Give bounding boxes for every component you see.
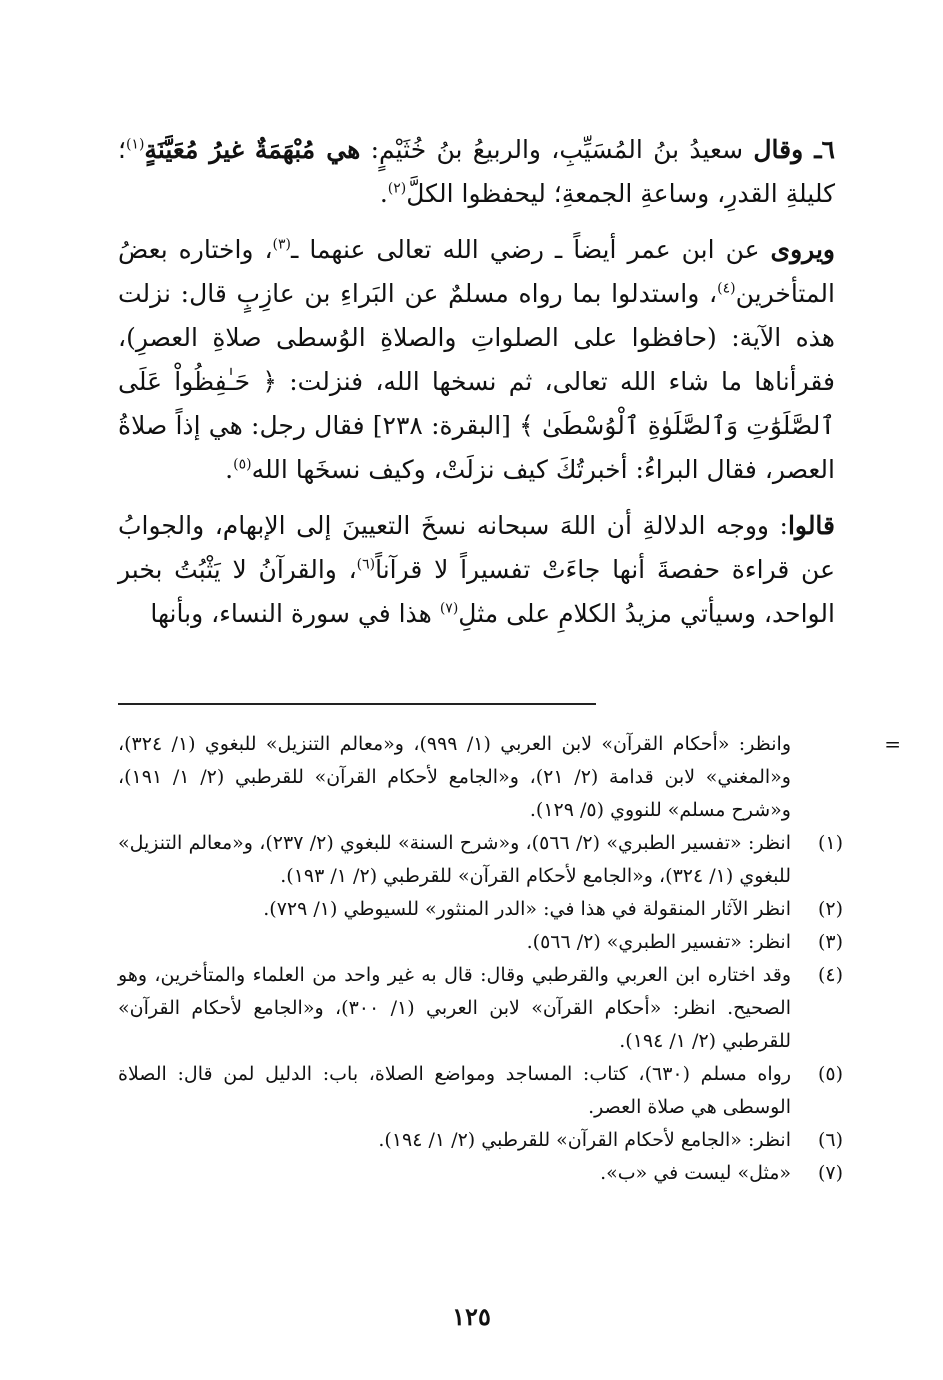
footnotes bbox=[118, 728, 901, 1190]
paragraph-ibn-umar bbox=[118, 228, 835, 492]
footnote-ref-6[interactable]: (٦) bbox=[356, 556, 376, 573]
footnote-2 bbox=[118, 893, 843, 926]
paragraph-text: ، واستدلوا بما رواه مسلمٌ عن البَراءِ بن عازِبٍ قال: نزلت هذه الآية: (حافظوا على الصلواتِ والصلاةِ الوُسطى صلاةِ العصرِ)، فقرأناها ما شاء الله تعالى، ثم نسخها الله، فنزلت: ﴿ حَـٰفِظُواْ عَلَى ٱلصَّلَوَٰتِ وَٱلصَّلَوٰةِ ٱلْوُسْطَىٰ ﴾ [البقرة: ٢٣٨] فقال رجل: هي إذاً صلاةُ العصر، فقال البراءُ: أخبرتُكَ كيف نزلَتْ، وكيف نسخَها الله bbox=[118, 279, 835, 484]
paragraph-text: . bbox=[379, 179, 388, 208]
footnote-text: انظر الآثار المنقولة في هذا في: «الدر المنثور» للسيوطي (١/ ٧٢٩). bbox=[263, 898, 791, 920]
paragraph-text: ، والقرآنُ لا يَثْبُتُ بخبر الواحد، وسيأتي مزيدُ الكلامِ على مثلِ bbox=[118, 555, 835, 628]
footnote-number: (٧) bbox=[817, 1162, 843, 1184]
footnote-1 bbox=[118, 827, 843, 893]
footnote-text: انظر: «تفسير الطبري» (٢/ ٥٦٦)، و«شرح السنة» للبغوي (٢/ ٢٣٧)، و«معالم التنزيل» للبغوي (١/ ٣٢٤)، و«الجامع لأحكام القرآن» للقرطبي (٢/ ١/ ١٩٣). bbox=[118, 832, 791, 887]
footnote-ref-7[interactable]: (٧) bbox=[439, 600, 459, 617]
continuation-mark: = bbox=[884, 732, 901, 756]
footnote-text: «مثل» ليست في «ب». bbox=[600, 1162, 791, 1184]
paragraph-6 bbox=[118, 128, 835, 216]
footnote-6 bbox=[118, 1124, 843, 1157]
footnote-ref-1[interactable]: (١) bbox=[125, 136, 145, 153]
footnote-7 bbox=[118, 1157, 843, 1190]
paragraph-lead: قالوا bbox=[787, 511, 835, 540]
paragraph-text: ، واختاره بعضُ المتأخرين bbox=[118, 235, 835, 308]
footnote-number: (٥) bbox=[817, 1063, 843, 1085]
footnote-text: انظر: «الجامع لأحكام القرآن» للقرطبي (٢/ ١/ ١٩٤). bbox=[378, 1129, 791, 1151]
footnote-continued bbox=[118, 728, 901, 827]
footnote-5 bbox=[118, 1058, 843, 1124]
paragraph-text: سعيدُ بنُ المُسَيِّبِ، والربيعُ بنُ خُثَيْمٍ: bbox=[360, 135, 754, 164]
footnote-number: (٦) bbox=[817, 1129, 843, 1151]
footnote-3 bbox=[118, 926, 843, 959]
footnote-ref-3[interactable]: (٣) bbox=[272, 236, 292, 253]
footnote-ref-2[interactable]: (٢) bbox=[387, 180, 407, 197]
main-text bbox=[118, 128, 835, 648]
paragraph-text: ؛ كليلةِ القدرِ، وساعةِ الجمعةِ؛ ليحفظوا الكلَّ bbox=[118, 135, 835, 208]
paragraph-lead: ٦ـ وقال bbox=[753, 135, 835, 164]
footnote-text: وقد اختاره ابن العربي والقرطبي وقال: قال به غير واحد من العلماء والمتأخرين، وهو الصحيح. انظر: «أحكام القرآن» لابن العربي (١/ ٣٠٠)، و«الجامع لأحكام القرآن» للقرطبي (٢/ ١/ ١٩٤). bbox=[118, 964, 791, 1052]
paragraph-lead: ويروى bbox=[770, 235, 835, 264]
footnote-text: وانظر: «أحكام القرآن» لابن العربي (١/ ٩٩٩)، و«معالم التنزيل» للبغوي (١/ ٣٢٤)، و«المغني» لابن قدامة (٢/ ٢١)، و«الجامع لأحكام القرآن» للقرطبي (٢/ ١/ ١٩١)، و«شرح مسلم» للنووي (٥/ ١٢٩). bbox=[118, 733, 792, 821]
footnote-text: انظر: «تفسير الطبري» (٢/ ٥٦٦). bbox=[526, 931, 791, 953]
footnote-number: (٤) bbox=[817, 964, 843, 986]
footnote-text: رواه مسلم (٦٣٠)، كتاب: المساجد ومواضع الصلاة، باب: الدليل لمن قال: الصلاة الوسطى هي صلاة العصر. bbox=[118, 1063, 791, 1118]
paragraph-text: . bbox=[225, 455, 234, 484]
footnote-number: (١) bbox=[817, 832, 843, 854]
footnote-ref-4[interactable]: (٤) bbox=[717, 280, 736, 297]
quoted-phrase: هي مُبْهَمَةٌ غيرُ مُعَيَّنَةٍ bbox=[144, 135, 361, 164]
paragraph-text: هذا في سورة النساء، وبأنها bbox=[150, 599, 440, 628]
paragraph-qalu bbox=[118, 504, 835, 636]
footnote-4 bbox=[118, 959, 843, 1058]
paragraph-text: عن ابن عمر أيضاً ـ رضي الله تعالى عنهما ـ bbox=[291, 235, 771, 264]
page-number: ١٢٥ bbox=[452, 1302, 491, 1331]
footnote-number: (٢) bbox=[817, 898, 843, 920]
footnote-divider bbox=[118, 703, 596, 705]
footnote-ref-5[interactable]: (٥) bbox=[233, 456, 252, 473]
footnote-number: (٣) bbox=[817, 931, 843, 953]
paragraph-text: : ووجه الدلالةِ أن اللهَ سبحانه نسخَ التعيينَ إلى الإبهام، والجوابُ عن قراءة حفصةَ أنها جاءَتْ تفسيراً لا قرآناً bbox=[118, 511, 835, 584]
